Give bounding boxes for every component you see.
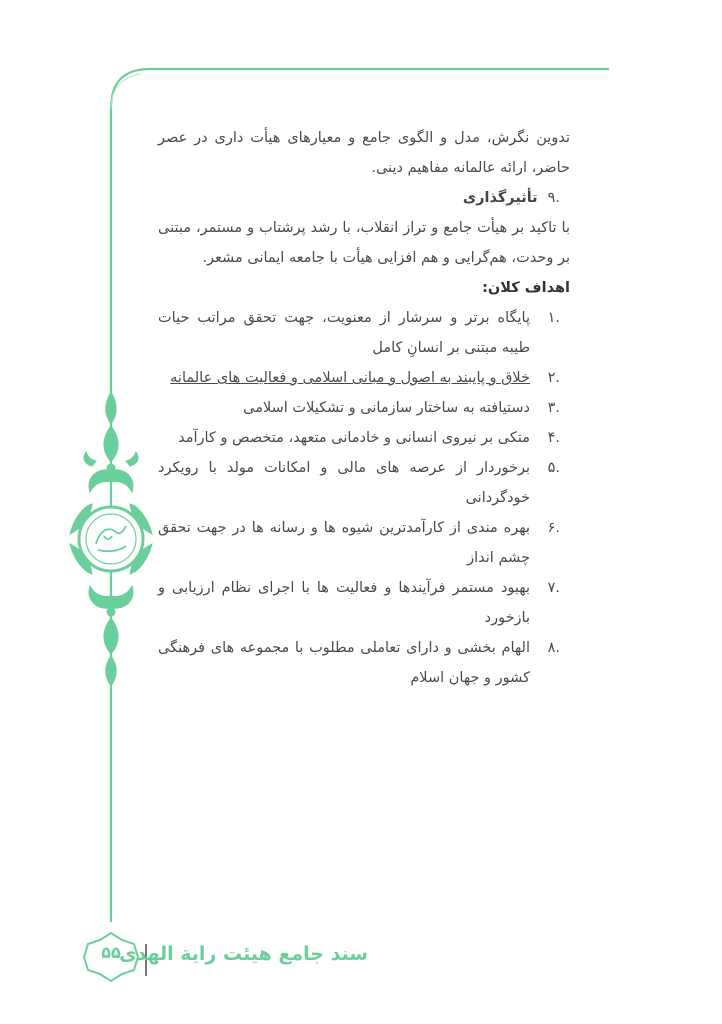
list-item-text: بهره مندی از کارآمدترین شیوه ها و رسانه ها در جهت تحقق چشم انداز bbox=[158, 520, 530, 566]
list-item bbox=[158, 513, 570, 573]
list-item-text: برخوردار از عرصه های مالی و امکانات مولد با رویکرد خودگردانی bbox=[158, 460, 530, 506]
list-item-text: الهام بخشی و دارای تعاملی مطلوب با مجموعه های فرهنگی کشور و جهان اسلام bbox=[158, 640, 530, 686]
list-item-text: متکی بر نیروی انسانی و خادمانی متعهد، متخصص و کارآمد bbox=[178, 430, 530, 446]
list-item-text: بهبود مستمر فرآیندها و فعالیت ها با اجرای نظام ارزیابی و بازخورد bbox=[158, 580, 530, 626]
page-number: ۵۵ bbox=[101, 943, 121, 962]
list-item bbox=[158, 303, 570, 363]
list-item-number: .۴ bbox=[547, 430, 560, 446]
list-item-text: پایگاه برتر و سرشار از معنویت، جهت تحقق مراتب حیات طیبه مبتنی بر انسانِ کامل bbox=[158, 310, 530, 356]
list-item bbox=[158, 423, 570, 453]
seal-icon bbox=[79, 507, 143, 571]
footer-title: سند جامع هیئت رایة الهدی bbox=[119, 943, 368, 965]
intro-paragraph: تدوین نگرش، مدل و الگوی جامع و معیارهای هیأت داری در عصر حاضر، ارائه عالمانه مفاهیم دینی. bbox=[158, 130, 570, 176]
list-item-number: .۳ bbox=[547, 400, 560, 416]
item-9-number: .۹ bbox=[547, 190, 560, 206]
main-text bbox=[158, 123, 570, 693]
list-item bbox=[158, 573, 570, 633]
list-item-number: .۶ bbox=[547, 520, 560, 536]
list-item-text: دستیافته به ساختار سازمانی و تشکیلات اسلامی bbox=[243, 400, 530, 416]
list-item-number: .۲ bbox=[547, 370, 560, 386]
item-9-paragraph: با تاکید بر هیأت جامع و تراز انقلاب، با رشد پرشتاب و مستمر، مبتنی بر وحدت، هم‌گرایی و هم افزایی هیأت با جامعه ایمانی مشعر. bbox=[158, 220, 570, 266]
list-item-number: .۸ bbox=[547, 640, 560, 656]
list-item-number: .۷ bbox=[547, 580, 560, 596]
section-title: اهداف کلان: bbox=[482, 280, 570, 296]
list-item-number: .۱ bbox=[547, 310, 560, 326]
list-item-text: خلاق و پایبند به اصول و مبانی اسلامی و فعالیت های عالمانه bbox=[170, 370, 530, 386]
item-9-title: تأثیرگذاری bbox=[462, 190, 538, 206]
list-item bbox=[158, 393, 570, 423]
item-9-heading bbox=[158, 183, 570, 213]
list-item bbox=[158, 363, 570, 393]
list-item bbox=[158, 633, 570, 693]
list-item bbox=[158, 453, 570, 513]
goals-list bbox=[158, 303, 570, 693]
list-item-number: .۵ bbox=[547, 460, 560, 476]
